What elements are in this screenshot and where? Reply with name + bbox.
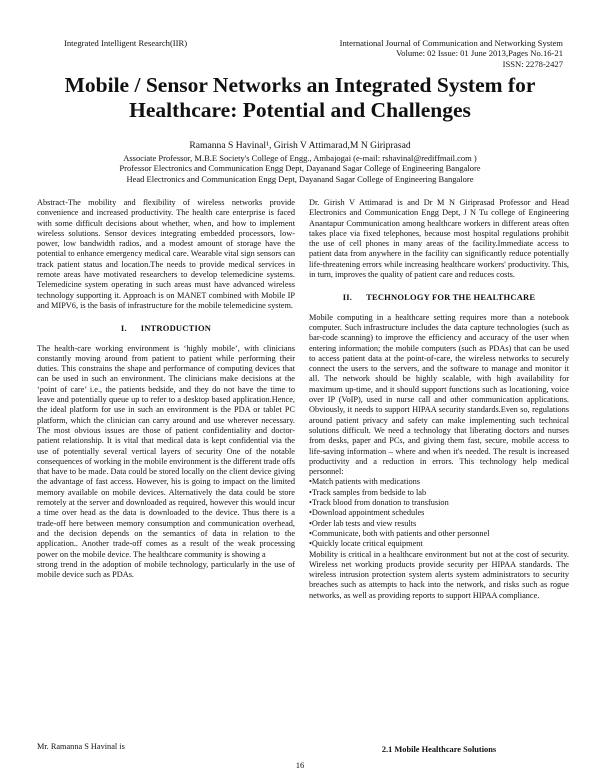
author-bio-paragraph: Dr. Girish V Attimarad is and Dr M N Giriprasad Professor and Head Electronics and Communication Engg Dept, J N Tu college of Engineering Anantapur Communication among healthcare workers in different areas often takes place via fixed telephones, because most hospital regulations prohibit the use of cell phones in many areas of the facility.Immediate access to patient data from anywhere in the facility can significantly reduce potentially life-threatening errors while increasing healthcare workers' productivity. This, in turn, improves the quality of patient care and reduces costs. [309,198,569,280]
right-column [309,198,569,601]
affiliation-2: Professor Electronics and Communication Engg Dept, Dayanand Sagar College of Engineering Bangalore [119,163,481,174]
list-item: • Track samples from bedside to lab [309,488,569,498]
list-item: • Quickly locate critical equipment [309,539,569,549]
list-item: • Match patients with medications [309,477,569,487]
abstract: Abstract-The mobility and flexibility of wireless networks provide convenience and increased productivity. The health care enterprise is faced with some difficult decisions about whether, when, and how to implement wireless solutions. Sensor devices integrating embedded processors, low-power, low bandwidth radios, and a modest amount of storage have the potential to enhance emergency medical care. Wearable vital sign sensors can track patient status and location.The needs to provide medical services in remote areas have motivated researchers to develop telemedicine systems. Telemedicine system operating in such areas must have advanced wireless technology supporting it. Approach is on MANET combined with Mobile IP and MIPV6, is the basis of infrastructure for the mobile telemedicine system. [37,198,295,310]
affiliations [30,153,570,184]
section-title: INTRODUCTION [140,323,212,334]
section-number: II. [342,292,353,303]
section-heading-introduction [37,323,295,333]
left-column [37,198,295,580]
subsection-heading: 2.1 Mobile Healthcare Solutions [381,745,497,754]
section-number: I. [120,323,127,334]
list-item: • Order lab tests and view results [309,519,569,529]
section-title: TECHNOLOGY FOR THE HEALTHCARE [366,292,536,303]
technology-closing: Mobility is critical in a healthcare environment but not at the cost of security. Wireless net working products provide security per HIPAA standards. The wireless intrusion protection system alerts system administrators to security breaches such as attempts to hack into the network, and risks such as rogue networks, as well as providing reports to support HIPAA compliance. [309,549,569,600]
journal-volume: Volume: 02 Issue: 01 June 2013,Pages No.16-21 [396,48,563,59]
journal-issn: ISSN: 2278-2427 [502,58,563,69]
list-item: • Communicate, both with patients and other personnel [309,529,569,539]
author-list: Ramanna S Havinal¹, Girish V Attimarad,M N Giriprasad [189,140,411,151]
list-item: • Track blood from donation to transfusion [309,498,569,508]
introduction-body: The health-care working environment is ‘highly mobile’, with clinicians constantly moving around from patient to patient while performing their duties. This constrains the shape and performance of computing devices that can be used in such an environment. The clinicians make decisions at the ‘point of care’ i.e., the patients bedside, and they do not have the time to leave and potentially queue up to refer to a desktop based application.Hence, the ideal platform for use in such an environment is the PDA or tablet PC platform, which the clinician can carry around and use wherever necessary. The most obvious issues are those of patient confidentiality and doctor-patient relationship. It is vital that medical data is kept confidential via the use of potentially several vertical layers of security One of the notable consequences of working in the mobile environment is the different trade offs that have to be made. Data could be stored locally on the client device giving the advantage of fast access. However, his is going to impact on the limited memory available on mobile devices. Alternatively the data could be store remotely at the server and downloaded as required, however this would incur a time over head as the data is downloaded to the device. Thus there is a trade-off here between memory consumption and communication overhead, and the decision depends on the semantics of data in relation to the application.. Another trade-off comes as a result of the weak processing power on the mobile device. The healthcare community is showing a [37,343,295,559]
paper-title-line-1: Mobile / Sensor Networks an Integrated System for [64,73,536,97]
list-item: • Download appointment schedules [309,508,569,518]
technology-bullet-list [309,477,569,549]
affiliation-3: Head Electronics and Communication Engg Dept, Dayanand Sagar College of Engineering Bangalore [126,173,474,184]
journal-publisher: Integrated Intelligent Research(IIR) [64,38,188,48]
section-heading-technology [309,292,569,302]
introduction-body-tail: strong trend in the adoption of mobile technology, particularly in the use of mobile device such as PDAs. [37,559,295,580]
paper-title-line-2: Healthcare: Potential and Challenges [129,98,471,122]
technology-body: Mobile computing in a healthcare setting requires more than a notebook computer. Such infrastructure includes the data capture technologies (such as bar-code scanning) to improve the efficiency and accuracy of the user when entering information; the mobile computers (such as PDAs) that can be used to access patient data at the point-of-care, the wireless networks to securely connect the users to the servers, and the software to manage and monitor it all. The network should be highly scalable, with high availability for maximum up-time, and it should support functions such as locationing, voice over IP (VoIP), used in nurse call and other communication applications. Obviously, it needs to support HIPAA security standards.Even so, regulations around patient privacy and safety can make implementing such technical solutions difficult. We need a technology that liberating doctors and nurses from desks, paper and PCs, and giving them fast, secure, mobile access to life-saving information – where and when it's needed. The result is increased productivity and a reduction in errors. This technology help medical personnel: [309,312,569,477]
paper-title [30,73,570,123]
affiliation-1: Associate Professor, M.B.E Society's College of Engg., Ambajogai (e-mail: rshavinal@rediffmail.com ) [123,153,477,163]
journal-name: International Journal of Communication and Networking System [339,38,563,48]
author-footnote: Mr. Ramanna S Havinal is [37,742,125,751]
page-number: 16 [295,760,305,770]
journal-info [340,38,563,69]
